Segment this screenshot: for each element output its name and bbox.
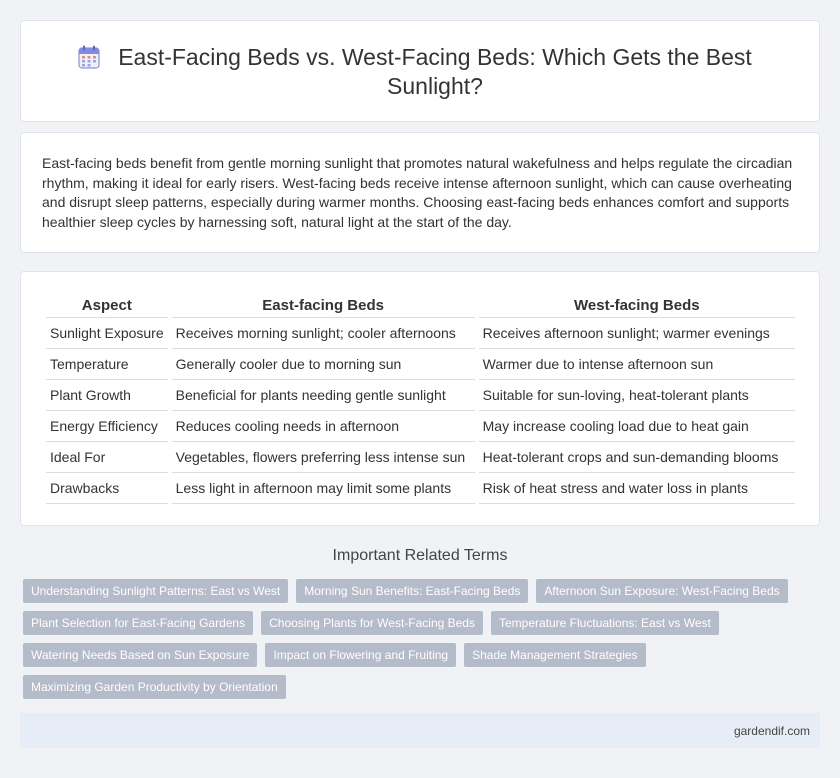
table-cell: Less light in afternoon may limit some plants: [172, 473, 475, 504]
table-cell: Vegetables, flowers preferring less intense sun: [172, 442, 475, 473]
table-row: [46, 411, 795, 442]
table-cell: Sunlight Exposure: [46, 318, 168, 349]
table-header-row: [46, 295, 795, 318]
title-card: [20, 20, 820, 122]
related-term-tag[interactable]: Plant Selection for East-Facing Gardens: [23, 611, 253, 635]
table-cell: Drawbacks: [46, 473, 168, 504]
tag-row: [23, 611, 813, 635]
table-row: [46, 318, 795, 349]
table-cell: Beneficial for plants needing gentle sunlight: [172, 380, 475, 411]
table-row: [46, 473, 795, 504]
column-header: Aspect: [46, 295, 168, 318]
page-title: East-Facing Beds vs. West-Facing Beds: Which Gets the Best Sunlight?: [118, 44, 752, 99]
table-cell: Receives afternoon sunlight; warmer evenings: [479, 318, 795, 349]
intro-paragraph: East-facing beds benefit from gentle morning sunlight that promotes natural wakefulness and helps regulate the circadian rhythm, making it ideal for early risers. West-facing beds receive intense afternoon sunlight, which can cause overheating and disrupt sleep patterns, especially during warmer months. Choosing east-facing beds enhances comfort and supports healthier sleep cycles by harnessing soft, natural light at the start of the day.: [42, 155, 793, 230]
related-terms-heading: Important Related Terms: [332, 547, 508, 564]
table-row: [46, 349, 795, 380]
tag-row: [23, 643, 813, 667]
related-term-tag[interactable]: Choosing Plants for West-Facing Beds: [261, 611, 483, 635]
tag-row: [23, 675, 813, 699]
table-row: [46, 442, 795, 473]
table-cell: Receives morning sunlight; cooler afternoons: [172, 318, 475, 349]
related-term-tag[interactable]: Temperature Fluctuations: East vs West: [491, 611, 719, 635]
site-link[interactable]: gardendif.com: [733, 724, 810, 738]
table-cell: Heat-tolerant crops and sun-demanding blooms: [479, 442, 795, 473]
table-cell: Suitable for sun-loving, heat-tolerant plants: [479, 380, 795, 411]
column-header: East-facing Beds: [172, 295, 475, 318]
related-term-tag[interactable]: Morning Sun Benefits: East-Facing Beds: [296, 579, 528, 603]
related-term-tag[interactable]: Shade Management Strategies: [464, 643, 645, 667]
related-term-tag[interactable]: Watering Needs Based on Sun Exposure: [23, 643, 257, 667]
related-terms-list: [23, 579, 813, 707]
table-cell: Reduces cooling needs in afternoon: [172, 411, 475, 442]
column-header: West-facing Beds: [479, 295, 795, 318]
tag-row: [23, 579, 813, 603]
comparison-table: [42, 295, 799, 504]
table-cell: Generally cooler due to morning sun: [172, 349, 475, 380]
table-cell: Warmer due to intense afternoon sun: [479, 349, 795, 380]
table-cell: Temperature: [46, 349, 168, 380]
table-cell: May increase cooling load due to heat gain: [479, 411, 795, 442]
table-cell: Risk of heat stress and water loss in plants: [479, 473, 795, 504]
intro-card: [20, 132, 820, 253]
related-term-tag[interactable]: Afternoon Sun Exposure: West-Facing Beds: [536, 579, 787, 603]
table-row: [46, 380, 795, 411]
related-term-tag[interactable]: Impact on Flowering and Fruiting: [265, 643, 456, 667]
table-cell: Plant Growth: [46, 380, 168, 411]
footer: [20, 713, 820, 748]
table-cell: Ideal For: [46, 442, 168, 473]
related-term-tag[interactable]: Maximizing Garden Productivity by Orientation: [23, 675, 286, 699]
comparison-card: [20, 271, 820, 526]
table-cell: Energy Efficiency: [46, 411, 168, 442]
related-term-tag[interactable]: Understanding Sunlight Patterns: East vs West: [23, 579, 288, 603]
